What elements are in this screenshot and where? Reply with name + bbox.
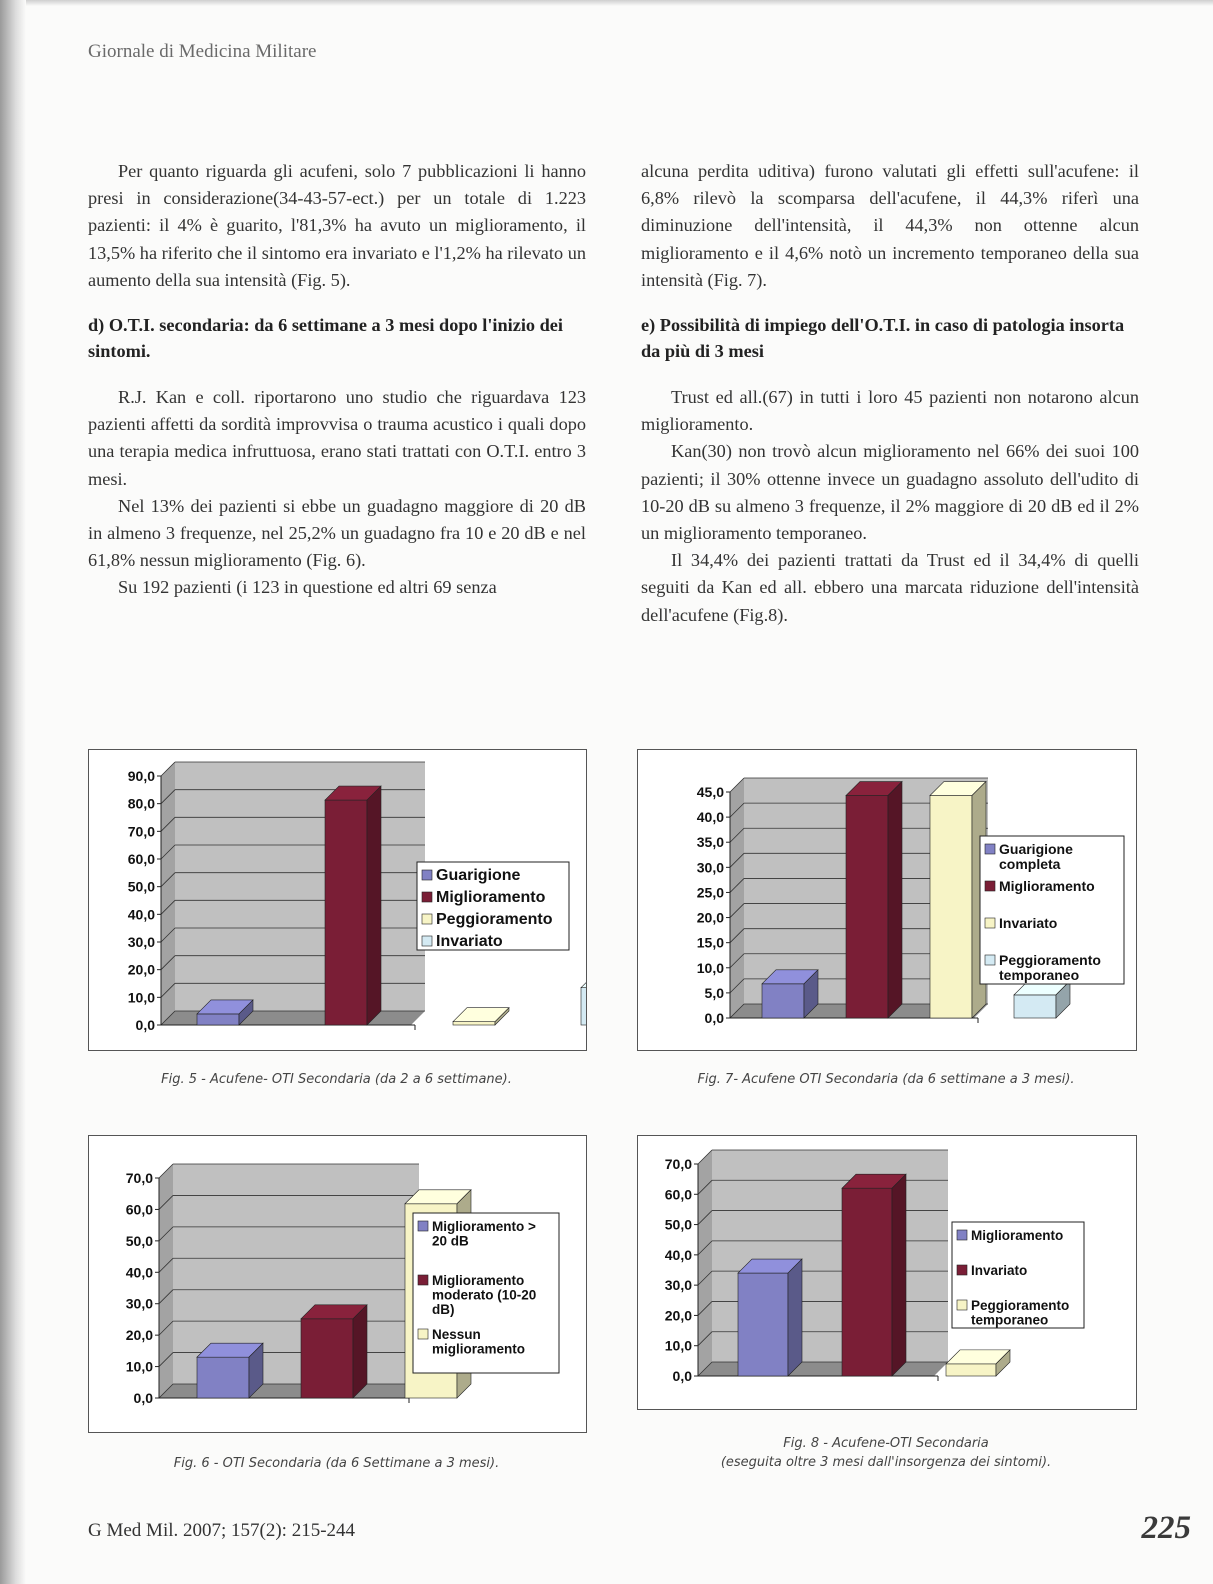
legend-swatch bbox=[957, 1265, 967, 1275]
bar-miglioramento bbox=[846, 782, 902, 1018]
legend-label: Peggioramento bbox=[999, 952, 1101, 968]
y-tick-label: 20,0 bbox=[696, 909, 724, 926]
y-tick-label: 50,0 bbox=[127, 878, 155, 895]
bar-front bbox=[842, 1188, 892, 1376]
y-tick-label: 70,0 bbox=[125, 1170, 153, 1186]
plot-side-wall bbox=[159, 1164, 173, 1398]
legend-swatch bbox=[985, 918, 995, 928]
y-tick-label: 40,0 bbox=[696, 809, 724, 826]
caption-label: Fig. 5 bbox=[161, 1072, 198, 1087]
figure-7-chart bbox=[637, 749, 1137, 1051]
caption-label: Fig. 6 bbox=[173, 1456, 210, 1471]
figure-6-caption bbox=[88, 1456, 585, 1471]
caption-text: - Acufene OTI Secondaria (da 6 settimane a 3 mesi). bbox=[733, 1072, 1075, 1087]
y-tick-label: 15,0 bbox=[696, 934, 724, 951]
legend-label: moderato (10-20 bbox=[432, 1287, 537, 1303]
bar-front bbox=[1014, 995, 1056, 1018]
caption-label: Fig. 8 bbox=[783, 1436, 820, 1451]
figure-6-svg bbox=[89, 1136, 586, 1432]
bar-side bbox=[788, 1259, 802, 1376]
legend-label: Peggioramento bbox=[971, 1298, 1070, 1313]
bar-front bbox=[453, 1022, 495, 1025]
running-head: Giornale di Medicina Militare bbox=[88, 41, 317, 62]
figure-7-caption bbox=[637, 1072, 1135, 1087]
legend-swatch bbox=[985, 881, 995, 891]
plot-side-wall bbox=[730, 778, 744, 1018]
y-tick-label: 45,0 bbox=[696, 784, 724, 800]
chart-legend bbox=[417, 862, 569, 950]
legend-label: Invariato bbox=[436, 933, 503, 950]
y-tick-label: 90,0 bbox=[127, 768, 155, 784]
paragraph: R.J. Kan e coll. riportarono uno studio che riguardava 123 pazienti affetti da sordità improvvisa o trauma acustico i quali dopo una terapia medica infruttuosa, erano stati trattati con O.T.I. entro 3 mesi. bbox=[88, 387, 586, 489]
plot-wall bbox=[161, 762, 425, 1025]
legend-swatch bbox=[418, 1329, 428, 1339]
plot-side-wall bbox=[698, 1150, 712, 1376]
y-tick-label: 40,0 bbox=[125, 1264, 153, 1281]
y-tick-label: 0,0 bbox=[672, 1368, 692, 1384]
legend-swatch bbox=[422, 936, 432, 946]
y-tick-label: 60,0 bbox=[125, 1201, 153, 1218]
legend-label: Guarigione bbox=[436, 867, 521, 884]
y-tick-label: 20,0 bbox=[125, 1327, 153, 1344]
legend-label: dB) bbox=[432, 1302, 455, 1317]
section-heading: d) O.T.I. secondaria: da 6 settimane a 3 mesi dopo l'inizio dei sintomi. bbox=[88, 315, 563, 362]
figure-5-svg bbox=[89, 750, 586, 1050]
legend-swatch bbox=[422, 870, 432, 880]
paragraph: Nel 13% dei pazienti si ebbe un guadagno maggiore di 20 dB in almeno 3 frequenze, nel 25,2% un guadagno fra 10 e 20 dB e nel 61,8% nessun miglioramento (Fig. 6). bbox=[88, 495, 586, 571]
legend-label: temporaneo bbox=[999, 967, 1080, 983]
y-tick-label: 80,0 bbox=[127, 795, 155, 812]
legend-swatch bbox=[422, 914, 432, 924]
plot-wall bbox=[698, 1150, 948, 1376]
binding-gutter-shadow bbox=[0, 0, 26, 1584]
paragraph: Kan(30) non trovò alcun miglioramento nel 66% dei suoi 100 pazienti; il 30% ottenne invece un guadagno assoluto dell'udito di 10-20 dB su almeno 3 frequenze, il 2% maggiore di 20 dB ed il 2% un miglioramento temporaneo. bbox=[641, 441, 1139, 544]
legend-label: miglioramento bbox=[432, 1341, 526, 1357]
caption-text-2: (eseguita oltre 3 mesi dall'insorgenza dei sintomi). bbox=[720, 1455, 1052, 1470]
bar-side bbox=[353, 1305, 367, 1398]
legend-label: Miglioramento bbox=[432, 1273, 525, 1288]
bar-miglioramento bbox=[738, 1259, 802, 1376]
bar-invariato bbox=[581, 974, 586, 1025]
y-tick-label: 0,0 bbox=[133, 1390, 153, 1406]
y-tick-label: 70,0 bbox=[664, 1156, 692, 1172]
y-tick-label: 25,0 bbox=[696, 884, 724, 901]
bar-miglioramento bbox=[325, 786, 381, 1025]
paragraph: Su 192 pazienti (i 123 in questione ed altri 69 senza bbox=[118, 577, 497, 598]
figure-5-caption bbox=[88, 1072, 585, 1087]
paragraph: Trust ed all.(67) in tutti i loro 45 pazienti non notarono alcun miglioramento. bbox=[641, 387, 1139, 435]
left-column bbox=[88, 158, 586, 602]
caption-text: - Acufene-OTI Secondaria bbox=[819, 1436, 989, 1451]
y-tick-label: 10,0 bbox=[696, 959, 724, 976]
bar-side bbox=[892, 1174, 906, 1376]
chart-legend bbox=[980, 836, 1124, 984]
figure-8-svg bbox=[638, 1136, 1136, 1409]
figure-6-chart bbox=[88, 1135, 587, 1433]
y-tick-label: 10,0 bbox=[664, 1337, 692, 1354]
y-tick-label: 60,0 bbox=[127, 851, 155, 867]
bar-front bbox=[197, 1014, 239, 1025]
bar-invariato bbox=[930, 782, 986, 1018]
caption-text: - Acufene- OTI Secondaria (da 2 a 6 settimane). bbox=[197, 1072, 512, 1087]
legend-swatch bbox=[957, 1230, 967, 1240]
bar-top bbox=[581, 974, 586, 988]
section-heading: e) Possibilità di impiego dell'O.T.I. in caso di patologia insorta da più di 3 mesi bbox=[641, 315, 1125, 362]
bar-miglioramento-20-db bbox=[197, 1343, 263, 1398]
legend-swatch bbox=[418, 1275, 428, 1285]
legend-label: temporaneo bbox=[971, 1312, 1049, 1328]
legend-label: Miglioramento bbox=[436, 889, 546, 906]
bar-invariato bbox=[842, 1174, 906, 1376]
bar-front bbox=[946, 1364, 996, 1376]
legend-label: Miglioramento > bbox=[432, 1219, 536, 1234]
bar-guarigione-completa bbox=[762, 970, 818, 1018]
legend-swatch bbox=[985, 955, 995, 965]
y-tick-label: 10,0 bbox=[125, 1358, 153, 1375]
legend-swatch bbox=[957, 1300, 967, 1310]
page-top-edge bbox=[0, 0, 1213, 6]
y-tick-label: 50,0 bbox=[664, 1216, 692, 1233]
figure-5-chart bbox=[88, 749, 587, 1051]
legend-swatch bbox=[422, 892, 432, 902]
y-tick-label: 0,0 bbox=[135, 1017, 155, 1033]
figure-7-svg bbox=[638, 750, 1136, 1050]
y-tick-label: 40,0 bbox=[127, 906, 155, 923]
plot-floor bbox=[698, 1362, 948, 1376]
y-tick-label: 70,0 bbox=[127, 823, 155, 840]
y-tick-label: 30,0 bbox=[127, 934, 155, 950]
y-tick-label: 5,0 bbox=[704, 984, 724, 1001]
legend-swatch bbox=[985, 844, 995, 854]
legend-swatch bbox=[418, 1221, 428, 1231]
y-tick-label: 30,0 bbox=[125, 1295, 153, 1312]
y-tick-label: 20,0 bbox=[127, 961, 155, 978]
bar-front bbox=[581, 988, 586, 1025]
bar-front bbox=[325, 800, 367, 1025]
bar-side bbox=[888, 782, 902, 1018]
legend-label: 20 dB bbox=[432, 1233, 469, 1249]
y-tick-label: 60,0 bbox=[664, 1186, 692, 1203]
legend-label: Miglioramento bbox=[999, 878, 1095, 894]
paragraph: Il 34,4% dei pazienti trattati da Trust ed il 34,4% di quelli seguiti da Kan ed all. ebbero una marcata riduzione dell'intensità dell'acufene (Fig.8). bbox=[641, 550, 1139, 625]
y-tick-label: 40,0 bbox=[664, 1246, 692, 1263]
y-tick-label: 10,0 bbox=[127, 989, 155, 1006]
legend-label: Guarigione bbox=[999, 841, 1073, 857]
legend-label: completa bbox=[999, 856, 1061, 872]
bar-front bbox=[197, 1357, 249, 1398]
bar-side bbox=[367, 786, 381, 1025]
paragraph: alcuna perdita uditiva) furono valutati gli effetti sull'acufene: il 6,8% rilevò la scomparsa dell'acufene, il 44,3% riferì una diminuzione dell'intensità, il 44,3% non ottenne alcun miglioramento e il 4,6% notò un incremento temporaneo della sua intensità (Fig. 7). bbox=[641, 161, 1139, 290]
legend-label: Miglioramento bbox=[971, 1228, 1064, 1243]
legend-label: Invariato bbox=[971, 1263, 1028, 1278]
y-tick-label: 30,0 bbox=[696, 859, 724, 876]
y-tick-label: 50,0 bbox=[125, 1232, 153, 1249]
bar-front bbox=[762, 984, 804, 1018]
bar-front bbox=[846, 796, 888, 1018]
right-column bbox=[641, 158, 1139, 629]
bar-front bbox=[738, 1273, 788, 1376]
y-tick-label: 30,0 bbox=[664, 1277, 692, 1294]
bar-peggioramento-temporaneo bbox=[946, 1350, 1010, 1376]
chart-legend bbox=[952, 1222, 1084, 1328]
page-number: 225 bbox=[1141, 1510, 1191, 1546]
caption-label: Fig. 7 bbox=[697, 1072, 734, 1087]
footer-citation: G Med Mil. 2007; 157(2): 215-244 bbox=[88, 1520, 356, 1541]
y-tick-label: 20,0 bbox=[664, 1307, 692, 1324]
legend-label: Nessun bbox=[432, 1327, 481, 1342]
y-tick-label: 35,0 bbox=[696, 834, 724, 851]
legend-label: Peggioramento bbox=[436, 911, 553, 928]
y-tick-label: 0,0 bbox=[704, 1010, 724, 1026]
bar-peggioramento bbox=[453, 1008, 509, 1025]
bar-front bbox=[301, 1319, 353, 1398]
bar-miglioramento-moderato-10-20-db- bbox=[301, 1305, 367, 1398]
figure-8-chart bbox=[637, 1135, 1137, 1410]
caption-text: - OTI Secondaria (da 6 Settimane a 3 mesi). bbox=[209, 1456, 500, 1471]
bar-front bbox=[930, 796, 972, 1018]
paragraph: Per quanto riguarda gli acufeni, solo 7 pubblicazioni li hanno presi in considerazione(34-43-57-ect.) per un totale di 1.223 pazienti: il 4% è guarito, l'81,3% ha avuto un miglioramento, il 13,5% ha riferito che il sintomo era invariato e l'1,2% ha rilevato un aumento della sua intensità (Fig. 5). bbox=[88, 161, 586, 290]
legend-label: Invariato bbox=[999, 915, 1058, 931]
chart-legend bbox=[413, 1213, 559, 1373]
bar-peggioramento-temporaneo bbox=[1014, 981, 1070, 1018]
figure-8-caption bbox=[637, 1434, 1135, 1472]
